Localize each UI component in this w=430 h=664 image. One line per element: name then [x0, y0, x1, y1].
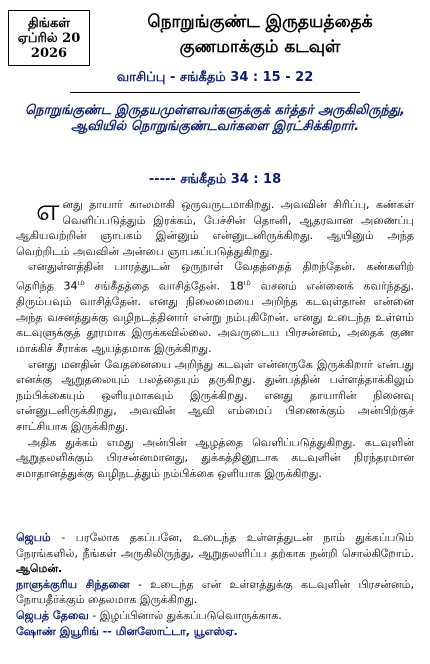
paragraph-2	[16, 259, 414, 356]
date-year: 2026	[30, 45, 68, 61]
paragraph-3: எனது மனதின் வேதனையை அறிந்து கடவுள் என்னருகே இருக்கிறார் என்பது எனக்கு ஆறுதலையும் பலத்தையும் தருகிறது. துன்பத்தின் பள்ளத்தாக்கிலும் நம்பிக்கையும் ஒளியுமாகவும் இருக்கிறது. எனது தாயாரின் நினைவு என்னுடனிருக்கிறது, அவவின் ஆவி எம்மைப் பிணைக்கும் அன்பிற்குச் சாட்சியாக இருக்கிறது.	[16, 357, 414, 433]
paragraph-1-text: னது தாயார் காலமாகி ஒருவருடமாகிறது. அவவின் சிரிப்பு, கண்கள் வெளிப்படுத்தும் இரக்கம், பேச்சின் தொனி, ஆதரவான அணைப்பு ஆகியவற்றின் ஞாபகம் இன்னும் என்னுடனிருக்கிறது. ஆயினும் அந்த வெற்றிடம் அவவின் அன்பை ஞாபகப்படுத்துகிறது.	[16, 198, 414, 258]
ordinal-suffix: ம	[77, 276, 85, 288]
prayer-text: - பரலோக தகப்பனே, உடைந்த உள்ளத்துடன் நாம் துக்கப்படும் நேரங்களில், நீங்கள் அருகிலிருந்து, ஆறுதலளிப்ப தற்காக நன்றி சொல்கிறோம்.	[16, 531, 414, 560]
prayer-need-text: - இழப்பினால் துக்கப்படுவொருக்காக.	[88, 608, 282, 622]
paragraph-2-text-a: எனதுள்ளத்தின் பாரத்துடன் ஒருநாள் வேதத்தைத் திறந்தேன். கண்களிற் தெரிந்த 34	[16, 260, 414, 293]
date-month-day: ஏப்ரில் 20	[17, 30, 81, 46]
title-line-1: நொறுங்குண்ட இருதயத்தைக்	[147, 12, 373, 32]
thought-label: நாளுக்குரிய சிந்தனை	[16, 577, 130, 591]
author-line: ஷோண் இயூரிங் -- மினஸோட்டா, யூஎஸ்ஏ.	[16, 624, 238, 638]
prayer	[16, 530, 414, 577]
devotional-body	[16, 193, 414, 481]
paragraph-4: அதிக துக்கம் எமது அன்பின் ஆழத்தை வெளிப்படுத்துகிறது. கடவுளின் ஆறுதலளிக்கும் பிரசன்னமானது, துக்கத்தினூடாக கடவுளின் நிரந்தரமான சமாதானத்துக்கு வழிநடத்தும் நம்பிக்கை ஒளியாக இருக்கிறது.	[16, 435, 414, 480]
devotional-footer	[16, 530, 414, 639]
date-day: திங்கள்	[27, 15, 71, 31]
thought-text: - உடைந்த என் உள்ளத்துக்கு கடவுளின் பிரசன்னம், நோயதீர்க்கும் தைலமாக இருக்கிறது.	[16, 577, 414, 607]
verse-reference: ----- சங்கீதம் 34 : 18	[148, 172, 282, 187]
page-title	[100, 10, 420, 60]
title-line-2: குணமாக்கும் கடவுள்	[179, 37, 341, 57]
thought-for-day	[16, 577, 414, 608]
paragraph-2-text-b: சங்கீதத்தை வாசித்தேன். 18	[84, 279, 244, 293]
paragraph-2-text-c: வசனம் என்னைக் கவர்ந்தது. திரும்பவும் வாசித்தேன். எனது நிலைமையை அறிந்த கடவுள்தான் என்னை அந்த வசனத்துக்கு வழிநடத்தினார் என்று நம்புகிறேன். எனது உடைந்த உள்ளம் கடவுளுக்குத் தூரமாக இருக்கவில்லை. அவருடைய பிரசன்னம், அதைக் குண மாக்கிச் சீராக்க ஆயத்தமாக இருக்கிறது.	[16, 279, 414, 355]
ordinal-suffix: ம	[243, 276, 252, 288]
amen: ஆமென்.	[16, 562, 63, 576]
date-box	[8, 10, 90, 66]
prayer-need-label: ஜெபத் தேவை	[16, 608, 89, 622]
divider-line	[70, 92, 360, 93]
drop-cap: எ	[36, 193, 60, 228]
prayer-need	[16, 608, 414, 624]
paragraph-1	[16, 193, 414, 259]
reading-reference: வாசிப்பு - சங்கீதம் 34 : 15 - 22	[116, 70, 314, 85]
key-verse-summary: நொறுங்குண்ட இருதயமுள்ளவர்களுக்குக் கர்த்தர் அருகிலிருந்து, ஆவியில் நொறுங்குண்டவர்களை இரட்சிக்கிறார்.	[25, 103, 405, 134]
prayer-label: ஜெபம்	[16, 531, 51, 544]
